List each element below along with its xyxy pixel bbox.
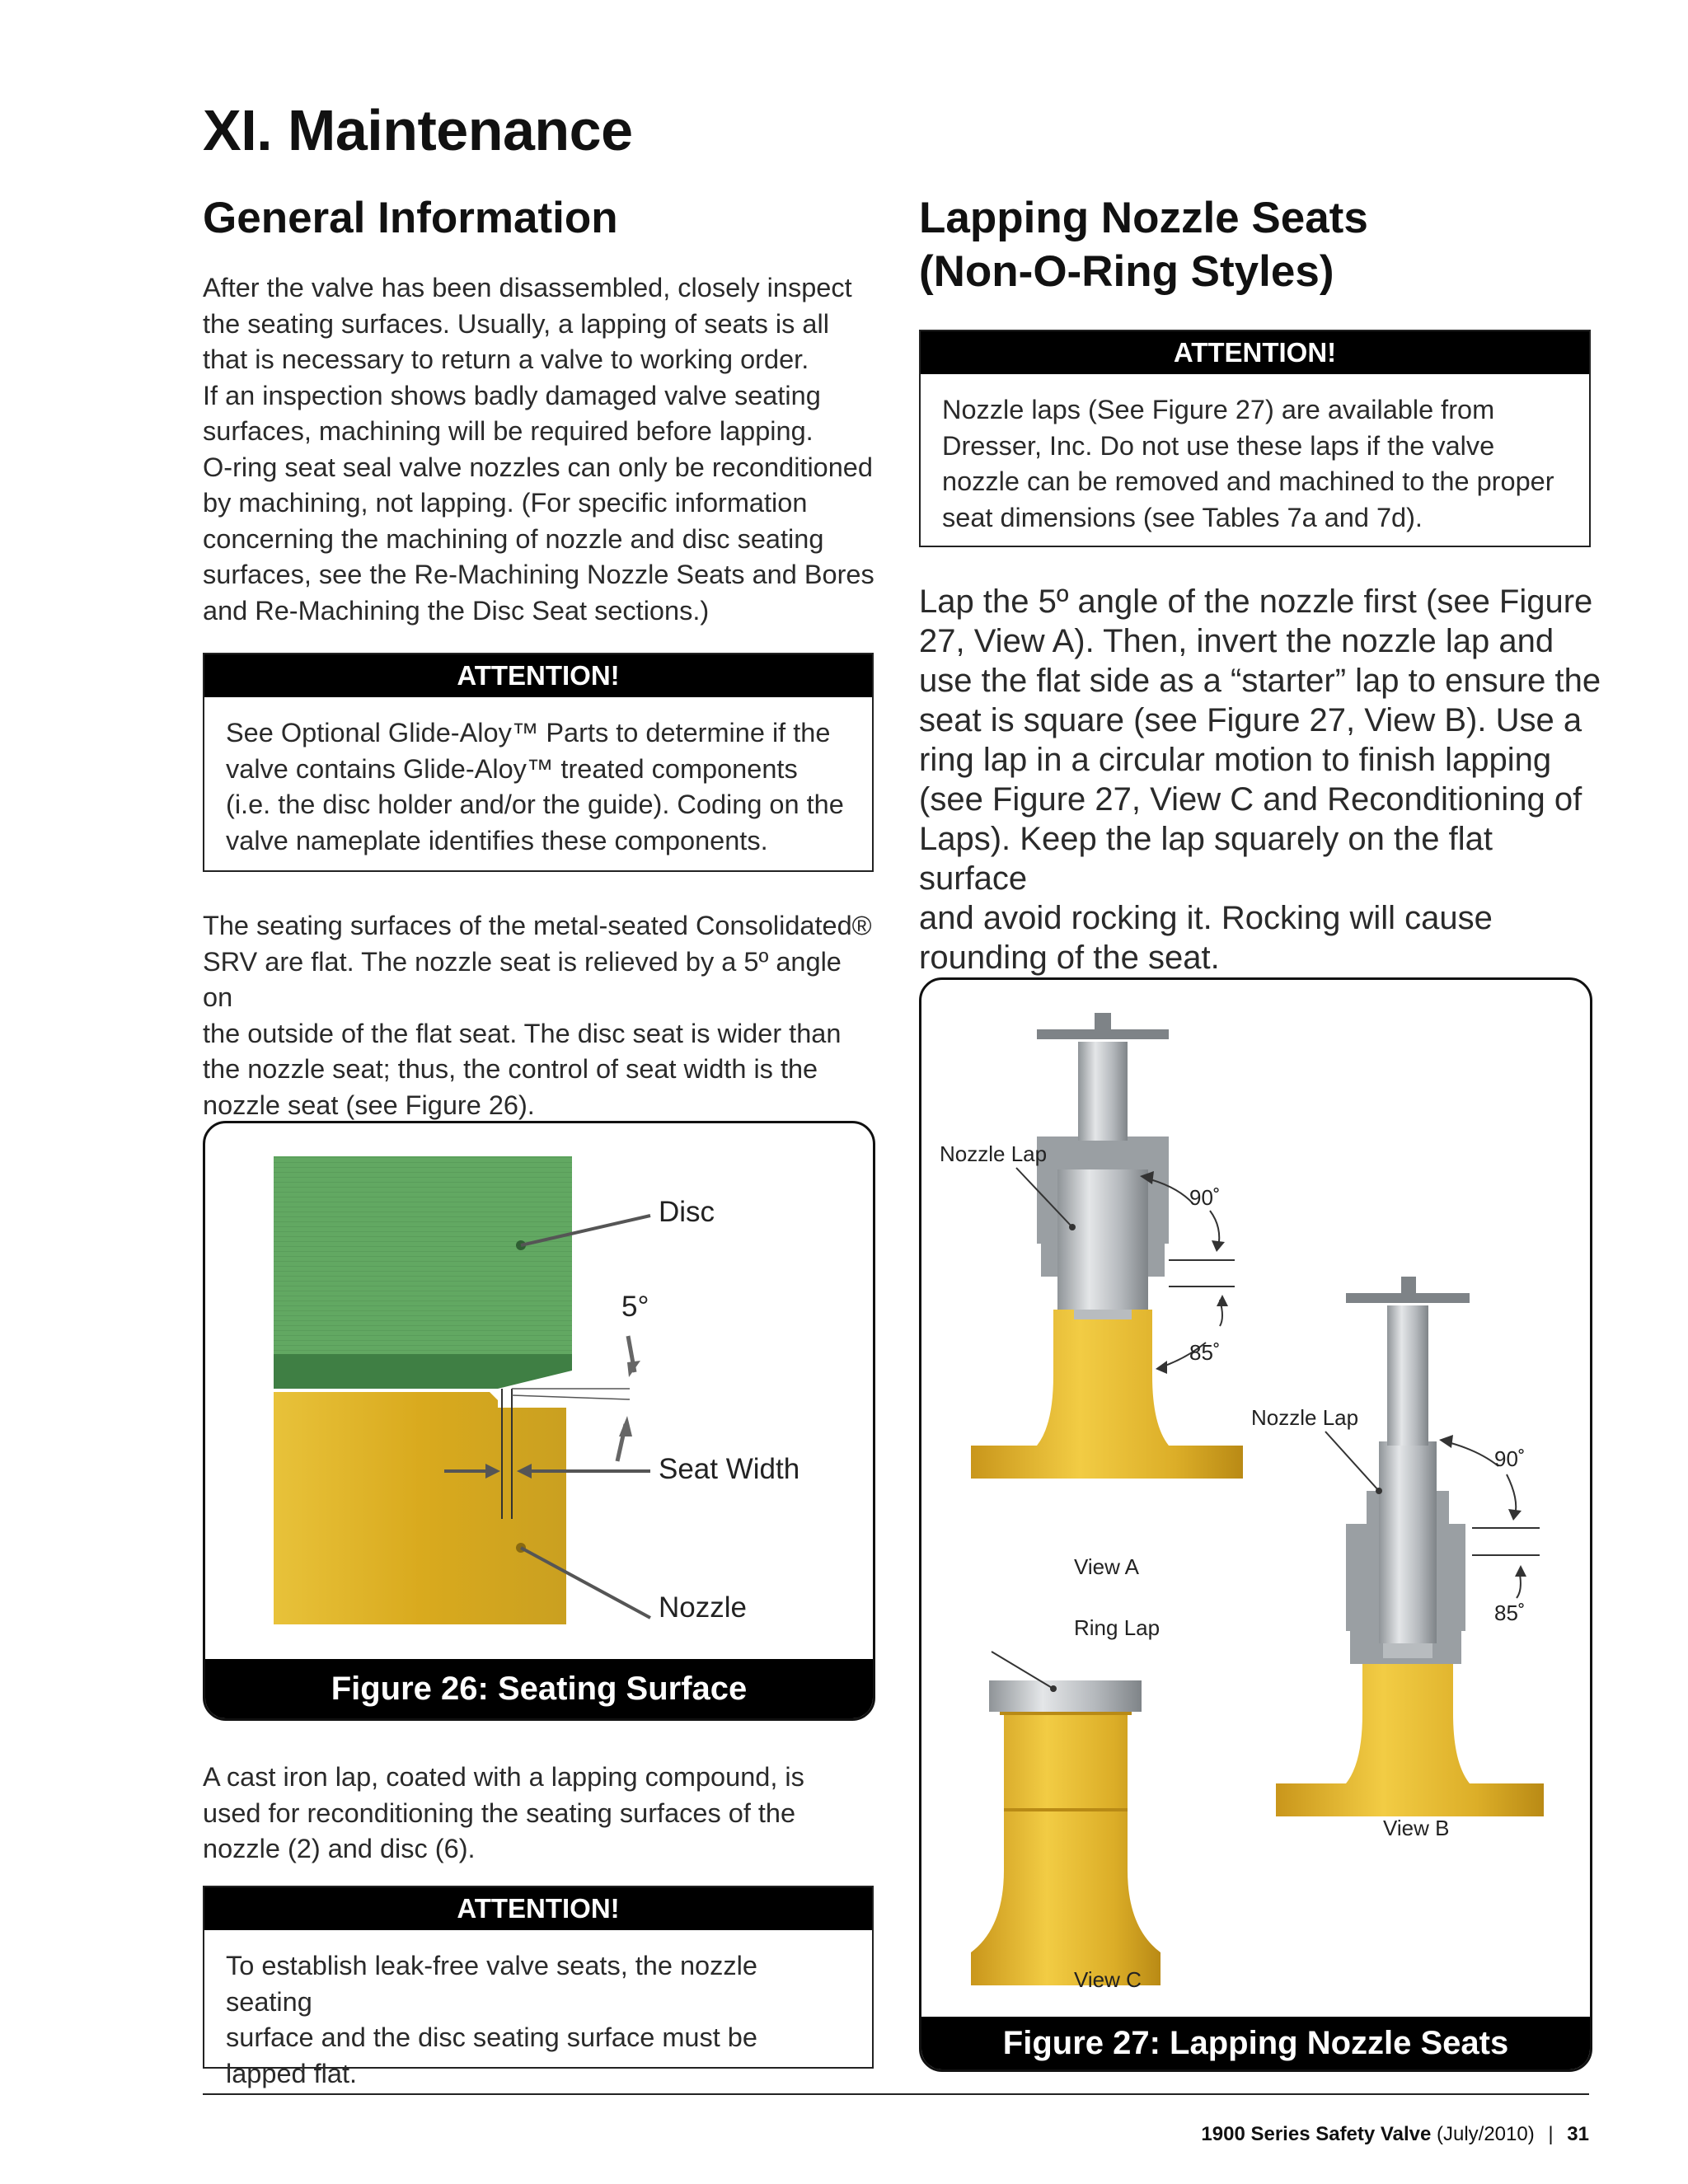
text-line: SRV are flat. The nozzle seat is relieved by a 5º angle on <box>203 946 842 1012</box>
section-heading-lapping-nozzle-seats <box>919 191 1368 298</box>
figure-26-caption: Figure 26: Seating Surface <box>205 1659 873 1718</box>
disc-body <box>274 1156 572 1354</box>
text-line: If an inspection shows badly damaged valve seating <box>203 380 821 410</box>
text-line: Lap the 5º angle of the nozzle first (see Figure <box>919 583 1593 620</box>
angle-5-label: 5° <box>621 1291 649 1323</box>
footer-series: 1900 Series Safety Valve <box>1201 2123 1432 2145</box>
page-footer <box>1201 2123 1589 2146</box>
footer-divider <box>203 2093 1589 2095</box>
attention-box-glide-aloy <box>203 653 874 872</box>
general-info-paragraph <box>203 270 879 629</box>
text-line: (i.e. the disc holder and/or the guide). Coding on the <box>226 790 844 819</box>
text-line: valve nameplate identifies these components. <box>226 825 768 855</box>
footer-date: (July/2010) <box>1436 2123 1535 2145</box>
seating-surface-illustration <box>205 1123 873 1718</box>
text-line: rounding of the seat. <box>919 940 1220 976</box>
attention-title: ATTENTION! <box>204 654 872 697</box>
figure-27-caption: Figure 27: Lapping Nozzle Seats <box>921 2017 1590 2069</box>
nozzle-label: Nozzle <box>659 1591 747 1624</box>
text-line: surface and the disc seating surface must be <box>226 2022 757 2052</box>
text-line: lapped flat. <box>226 2058 358 2088</box>
lapping-instructions-paragraph <box>919 582 1603 977</box>
disc-seat-edge <box>274 1354 572 1389</box>
text-line: Dresser, Inc. Do not use these laps if the valve <box>942 430 1495 461</box>
text-line: nozzle seat (see Figure 26). <box>203 1090 535 1120</box>
angle-90-label-view-b: 90˚ <box>1494 1446 1526 1471</box>
seat-width-label: Seat Width <box>659 1453 800 1485</box>
nozzle-lap-label-view-b: Nozzle Lap <box>1251 1405 1359 1430</box>
text-line: O-ring seat seal valve nozzles can only be reconditioned <box>203 452 873 482</box>
attention-body <box>921 374 1589 536</box>
heading-line: Lapping Nozzle Seats <box>919 194 1368 242</box>
view-c-label: View C <box>1074 1967 1142 1992</box>
text-line: used for reconditioning the seating surfaces of the <box>203 1797 796 1828</box>
attention-body <box>204 697 872 859</box>
text-line: A cast iron lap, coated with a lapping compound, is <box>203 1762 804 1792</box>
text-line: Laps). Keep the lap squarely on the flat surface <box>919 821 1493 897</box>
attention-body <box>204 1930 872 2092</box>
figure-27-lapping-nozzle-seats <box>919 977 1592 2072</box>
text-line: (see Figure 27, View C and Reconditioning of <box>919 781 1582 818</box>
text-line: Nozzle laps (See Figure 27) are available from <box>942 395 1495 424</box>
text-line: surfaces, machining will be required before lapping. <box>203 416 814 446</box>
attention-box-nozzle-laps <box>919 330 1591 547</box>
attention-title: ATTENTION! <box>921 331 1589 374</box>
ring-lap-label: Ring Lap <box>1074 1615 1160 1640</box>
view-a-label: View A <box>1074 1554 1140 1579</box>
text-line: nozzle (2) and disc (6). <box>203 1834 476 1863</box>
text-line: nozzle can be removed and machined to the proper <box>942 466 1554 496</box>
text-line: See Optional Glide-Aloy™ Parts to determine if the <box>226 718 831 748</box>
view-b-assembly <box>1276 1277 1544 1816</box>
nozzle-body <box>274 1392 566 1624</box>
angle-85-label-view-a: 85˚ <box>1189 1340 1221 1365</box>
footer-page-number: 31 <box>1567 2123 1589 2145</box>
angle-90-label-view-a: 90˚ <box>1189 1185 1221 1210</box>
heading-line: (Non-O-Ring Styles) <box>919 247 1334 296</box>
view-a-assembly <box>971 1013 1243 1479</box>
view-b-label: View B <box>1383 1816 1450 1840</box>
text-line: seat dimensions (see Tables 7a and 7d). <box>942 502 1423 532</box>
text-line: After the valve has been disassembled, closely inspect <box>203 273 852 302</box>
attention-box-leak-free <box>203 1886 874 2088</box>
text-line: that is necessary to return a valve to working order. <box>203 344 809 374</box>
footer-separator: | <box>1548 2123 1554 2145</box>
text-line: concerning the machining of nozzle and disc seating <box>203 523 824 554</box>
section-heading-general-information: General Information <box>203 194 618 242</box>
nozzle-lap-label-view-a: Nozzle Lap <box>940 1141 1048 1166</box>
angle-85-label-view-b: 85˚ <box>1494 1601 1526 1625</box>
view-c-assembly <box>971 1652 1160 1985</box>
text-line: the outside of the flat seat. The disc seat is wider than <box>203 1018 842 1048</box>
text-line: surfaces, see the Re-Machining Nozzle Seats and Bores <box>203 560 874 589</box>
disc-label: Disc <box>659 1196 715 1228</box>
text-line: and Re-Machining the Disc Seat sections.) <box>203 595 710 626</box>
text-line: by machining, not lapping. (For specific information <box>203 488 808 518</box>
seating-surfaces-paragraph <box>203 908 879 1123</box>
attention-title: ATTENTION! <box>204 1887 872 1930</box>
text-line: and avoid rocking it. Rocking will cause <box>919 900 1493 936</box>
text-line: To establish leak-free valve seats, the nozzle seating <box>226 1951 757 2017</box>
text-line: ring lap in a circular motion to finish lapping <box>919 742 1552 778</box>
text-line: the seating surfaces. Usually, a lapping of seats is all <box>203 308 829 339</box>
text-line: The seating surfaces of the metal-seated Consolidated® <box>203 911 872 940</box>
page-title: XI. Maintenance <box>203 98 633 162</box>
text-line: the nozzle seat; thus, the control of seat width is the <box>203 1054 818 1084</box>
cast-iron-lap-paragraph <box>203 1760 879 1868</box>
text-line: 27, View A). Then, invert the nozzle lap and <box>919 623 1554 659</box>
text-line: valve contains Glide-Aloy™ treated components <box>226 753 798 784</box>
text-line: use the flat side as a “starter” lap to ensure the <box>919 663 1601 699</box>
figure-26-seating-surface <box>203 1121 875 1721</box>
text-line: seat is square (see Figure 27, View B). Use a <box>919 702 1582 738</box>
